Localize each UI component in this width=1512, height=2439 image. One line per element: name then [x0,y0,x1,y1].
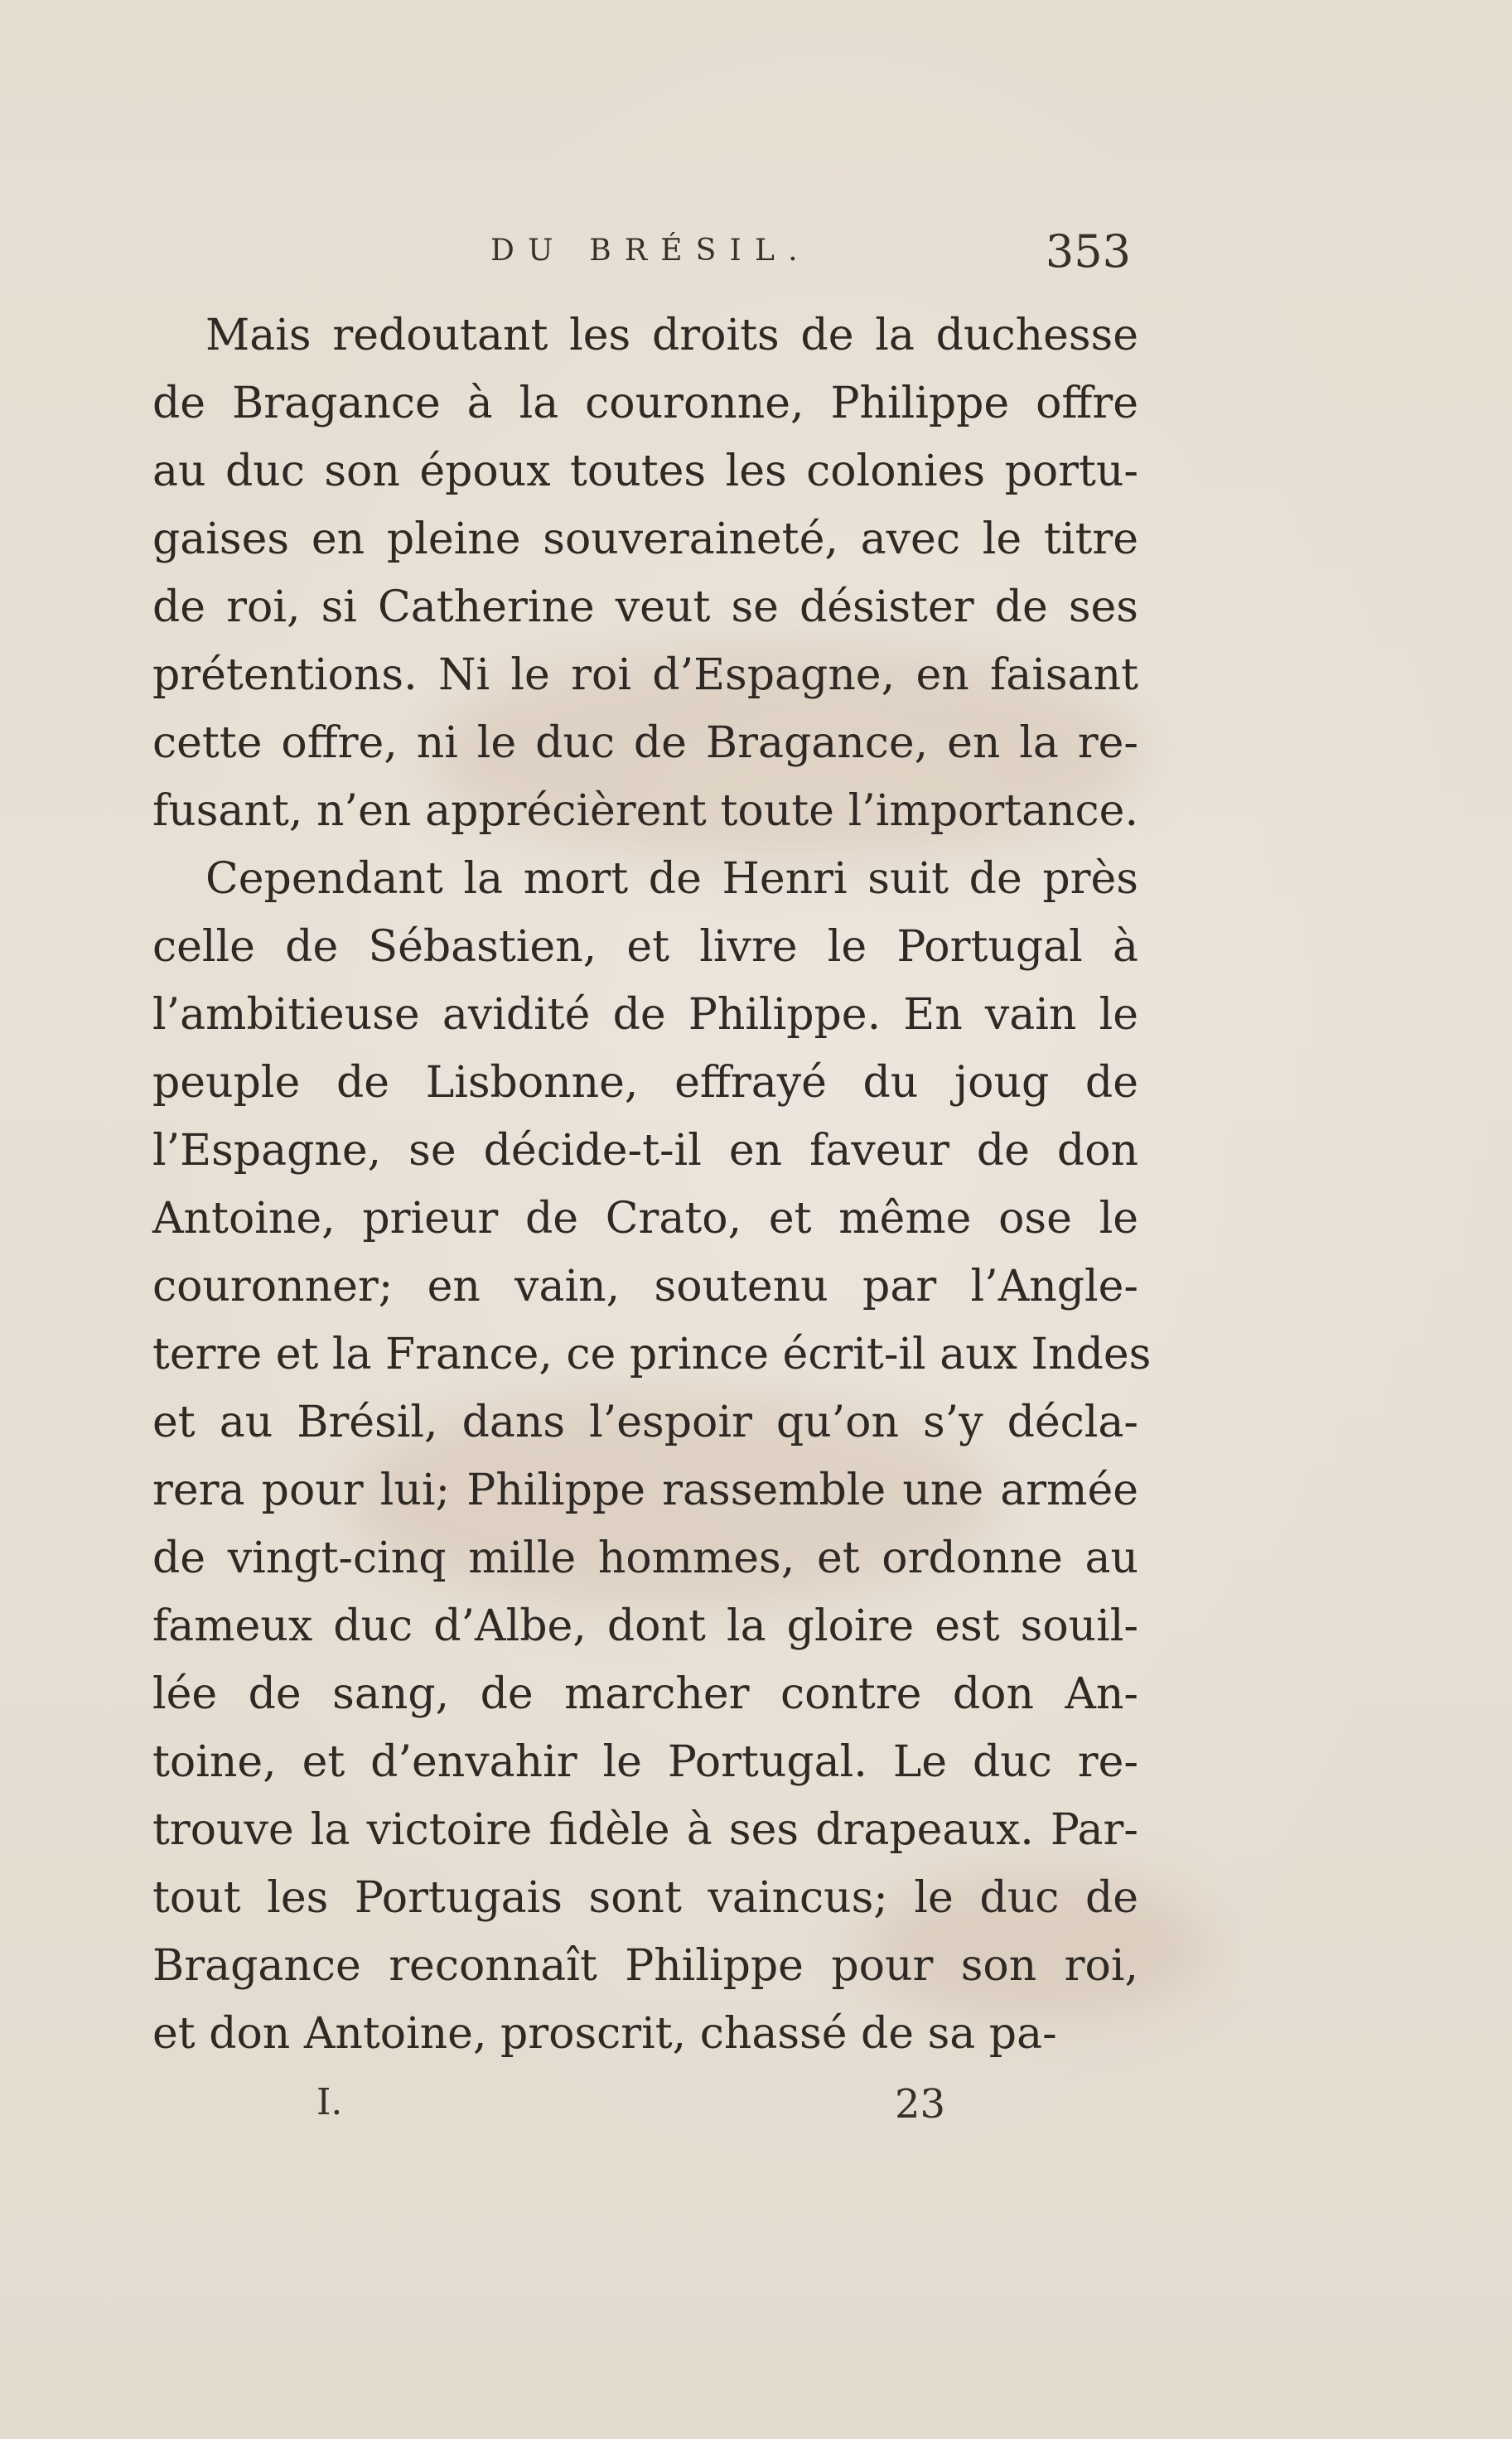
text-line: trouve la victoire fidèle à ses drapeaux. Par- [152,1805,1138,1855]
text-line: et don Antoine, proscrit, chassé de sa pa- [152,2009,1057,2059]
text-line: couronner; en vain, soutenu par l’Angle- [152,1262,1138,1311]
page-header [0,225,1512,283]
text-line: fusant, n’en apprécièrent toute l’importance. [152,786,1138,836]
text-line: Cependant la mort de Henri suit de près [205,854,1138,904]
text-line: rera pour lui; Philippe rassemble une armée [152,1466,1138,1515]
text-line: prétentions. Ni le roi d’Espagne, en faisant [152,650,1138,700]
text-line: gaises en pleine souveraineté, avec le titre [152,514,1138,564]
signature-mark-gathering: 23 [895,2081,946,2127]
text-line: celle de Sébastien, et livre le Portugal à [152,922,1138,972]
text-line: toine, et d’envahir le Portugal. Le duc re- [152,1737,1138,1787]
text-line: tout les Portugais sont vaincus; le duc de [152,1873,1138,1923]
body-text [152,302,1152,2068]
signature-mark-volume: I. [316,2081,343,2123]
text-line: peuple de Lisbonne, effrayé du joug de [152,1058,1138,1108]
text-line: lée de sang, de marcher contre don An- [152,1669,1138,1719]
text-line: de roi, si Catherine veut se désister de ses [152,582,1138,632]
text-line: de Bragance à la couronne, Philippe offre [152,379,1138,428]
page-number: 353 [1045,225,1131,278]
text-line: l’Espagne, se décide-t-il en faveur de don [152,1126,1138,1176]
page-footer [0,2081,1512,2131]
running-title: DU BRÉSIL. [490,234,811,268]
text-line: l’ambitieuse avidité de Philippe. En vain le [152,990,1138,1040]
text-line: fameux duc d’Albe, dont la gloire est souil- [152,1601,1138,1651]
text-line: au duc son époux toutes les colonies portu- [152,447,1138,496]
text-line: Antoine, prieur de Crato, et même ose le [152,1194,1138,1244]
text-line: Bragance reconnaît Philippe pour son roi, [152,1941,1138,1991]
text-line: terre et la France, ce prince écrit-il aux Indes [152,1330,1152,1379]
text-line: Mais redoutant les droits de la duchesse [205,311,1138,360]
text-line: cette offre, ni le duc de Bragance, en la re- [152,718,1138,768]
text-line: de vingt-cinq mille hommes, et ordonne au [152,1533,1138,1583]
text-line: et au Brésil, dans l’espoir qu’on s’y décla- [152,1398,1138,1447]
